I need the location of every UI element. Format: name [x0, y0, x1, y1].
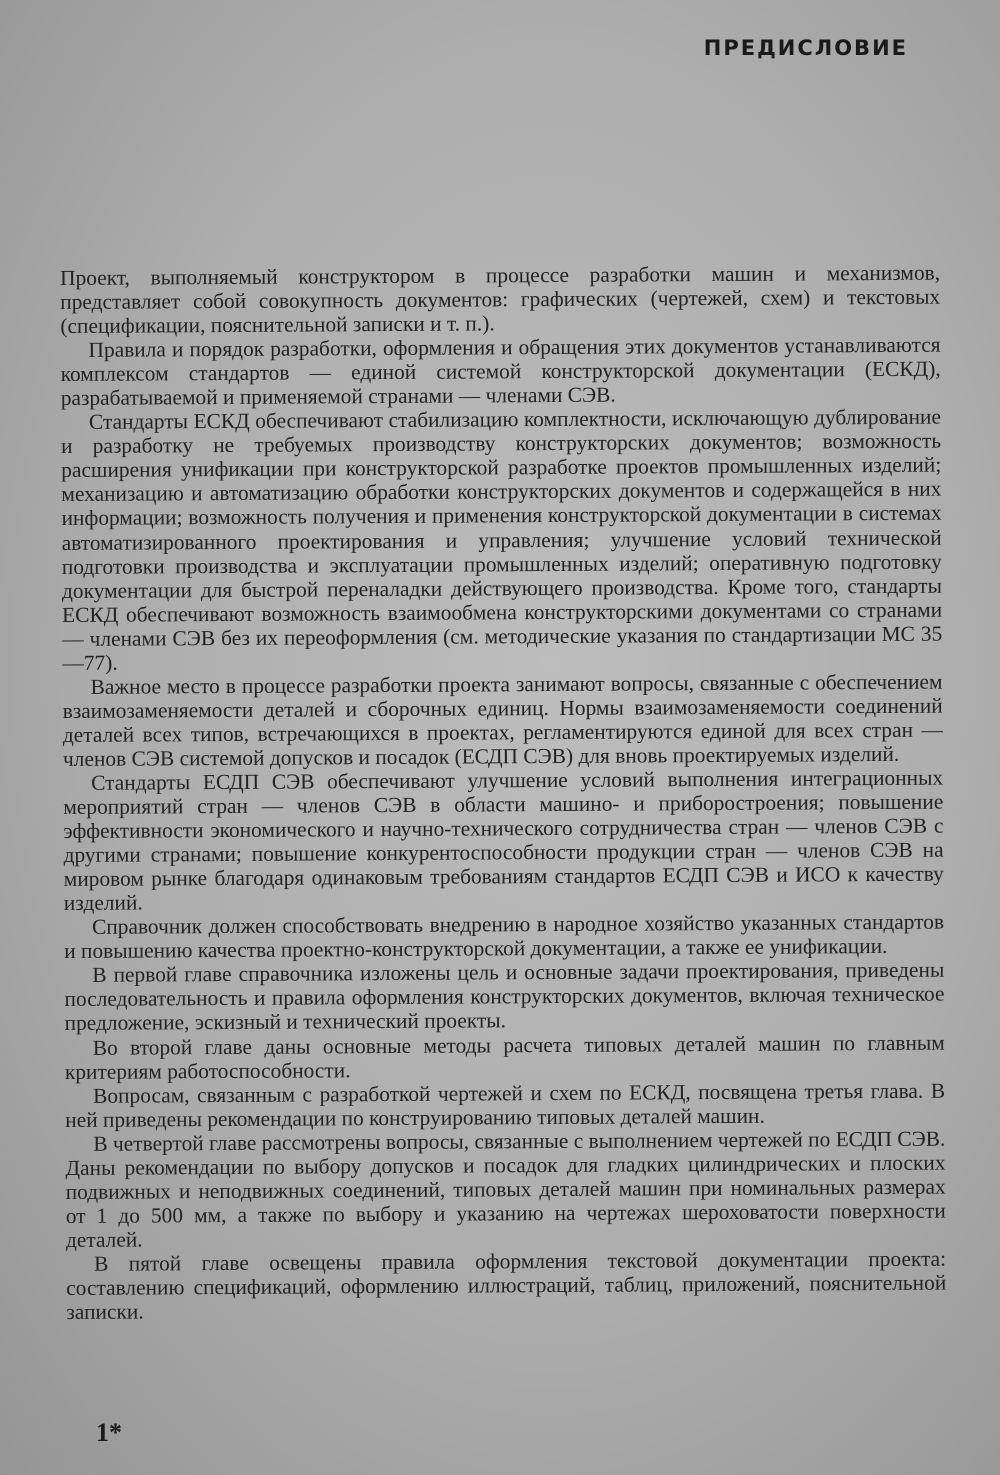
paragraph-9: Вопросам, связанным с разработкой чертежей и схем по ЕСКД, посвящена третья глава. В ней приведены рекомендации по конструированию типовых деталей машин. [65, 1078, 946, 1132]
paragraph-8: Во второй главе даны основные методы расчета типовых деталей машин по главным критериям работоспособности. [64, 1030, 945, 1084]
paragraph-11: В пятой главе освещены правила оформления текстовой документации проекта: составлению спецификаций, оформлению иллюстраций, таблиц, приложений, пояснительной записки. [66, 1246, 947, 1324]
page-heading: ПРЕДИСЛОВИЕ [703, 36, 908, 60]
paragraph-10: В четвертой главе рассмотрены вопросы, связанные с выполнением чертежей по ЕСДП СЭВ. Даны рекомендации по выбору допусков и посадок для гладких цилиндрических и плоских подвижных и неподвижных соединений, типовых деталей машин при номинальных размерах от 1 до 500 мм, а также по выбору и указанию на чертежах шероховатости поверхности деталей. [65, 1126, 946, 1252]
paragraph-2: Правила и порядок разработки, оформления и обращения этих документов устанавливаются комплексом стандартов — единой системой конструкторской документации (ЕСКД), разрабатываемой и применяемой странами — членами СЭВ. [60, 332, 941, 411]
paragraph-7: В первой главе справочника изложены цель и основные задачи проектирования, приведены последовательность и правила оформления конструкторских документов, включая техническое предложение, эскизный и технический проекты. [64, 957, 945, 1036]
paragraph-6: Справочник должен способствовать внедрению в народное хозяйство указанных стандартов и повышению качества проектно-конструкторской документации, а также ее унификации. [64, 909, 945, 964]
paragraph-1: Проект, выполняемый конструктором в процессе разработки машин и механизмов, представляет собой совокупность документов: графических (чертежей, схем) и текстовых (спецификации, пояснительной записки и т. п.). [60, 260, 941, 339]
paragraph-3: Стандарты ЕСКД обеспечивают стабилизацию комплектности, исключающую дублирование и разработку не требуемых производству конструкторских документов; возможность расширения унификации при конструкторской разработке проектов промышленных изделий; механизацию и автоматизацию обработки конструкторских документов и содержащейся в них информации; возможность получения и применения конструкторской документации в системах автоматизированного проектирования и управления; улучшение условий технической подготовки производства и эксплуатации промышленных изделий; оперативную подготовку документации для быстрой переналадки действующего производства. Кроме того, стандарты ЕСКД обеспечивают возможность взаимообмена конструкторскими документами со странами — членами СЭВ без их переоформления (см. методические указания по стандартизации МС 35—77). [61, 404, 943, 675]
page-folio: 1* [96, 1418, 122, 1447]
body-text [60, 261, 946, 1324]
paragraph-4: Важное место в процессе разработки проекта занимают вопросы, связанные с обеспечением взаимозаменяемости деталей и сборочных единиц. Нормы взаимозаменяемости соединений деталей всех типов, встречающихся в проектах, регламентируются единой для всех стран — членов СЭВ системой допусков и посадок (ЕСДП СЭВ) для вновь проектируемых изделий. [62, 669, 943, 771]
paragraph-5: Стандарты ЕСДП СЭВ обеспечивают улучшение условий выполнения интеграционных мероприятий стран — членов СЭВ в области машино- и приборостроения; повышение эффективности экономического и научно-технического сотрудничества стран — членов СЭВ с другими странами; повышение конкурентоспособности продукции стран — членов СЭВ на мировом рынке благодаря одинаковым требованиям стандартов ЕСДП СЭВ и ИСО к качеству изделий. [63, 765, 944, 916]
